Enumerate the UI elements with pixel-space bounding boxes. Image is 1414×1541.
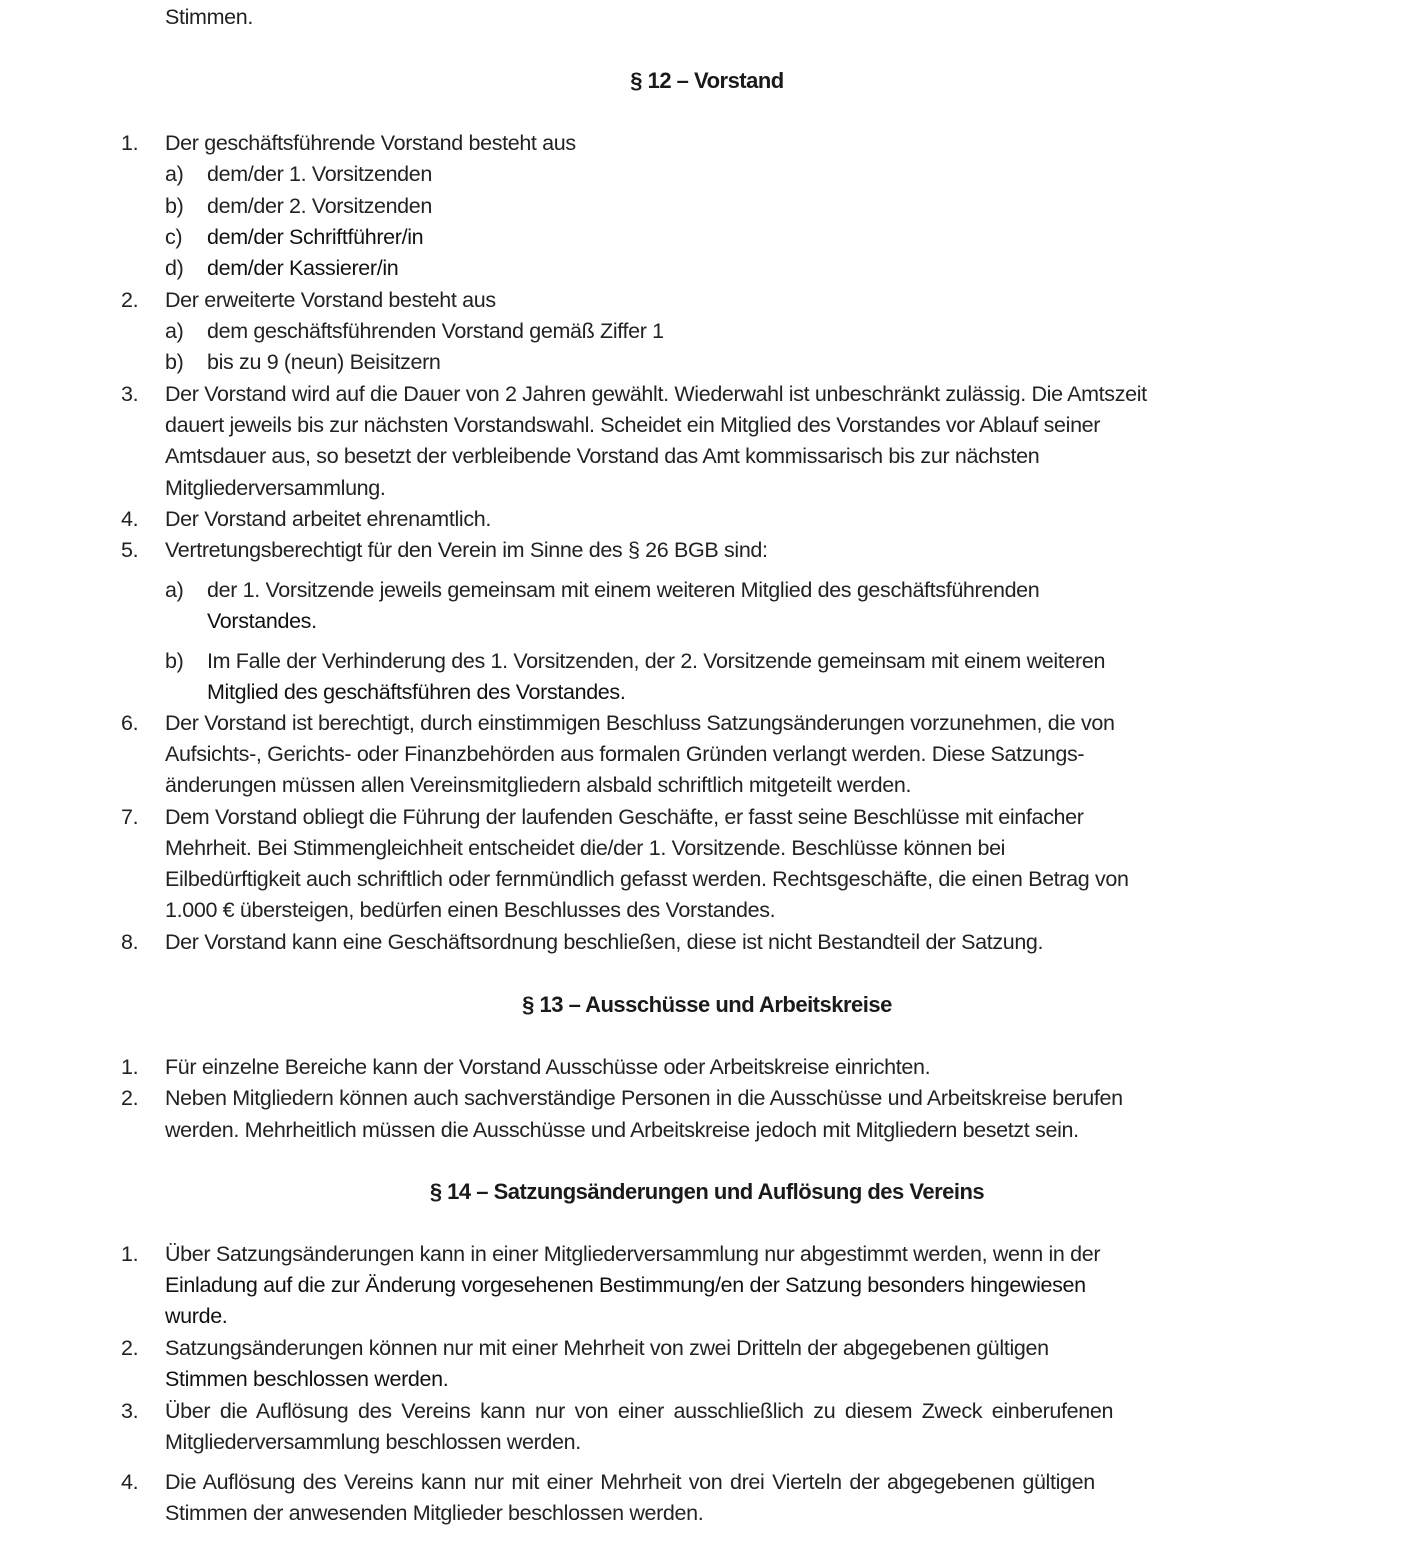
item-text-line: wurde. [165, 1304, 228, 1328]
item-number: 6. [121, 711, 139, 735]
sub-label: a) [165, 319, 184, 343]
item-number: 5. [121, 538, 139, 562]
sub-text: dem/der 2. Vorsitzenden [207, 194, 433, 218]
item-number: 2. [121, 288, 139, 312]
item-number: 3. [121, 1399, 139, 1423]
sub-text: dem/der Kassierer/in [207, 256, 399, 280]
sub-label: d) [165, 256, 184, 280]
sub-label: a) [165, 578, 184, 602]
item-text-line: Eilbedürftigkeit auch schriftlich oder fernmündlich gefasst werden. Rechtsgeschäfte, die einen Betrag von [165, 867, 1129, 891]
item-number: 4. [121, 1470, 139, 1494]
item-number: 2. [121, 1086, 139, 1110]
sub-text-line: der 1. Vorsitzende jeweils gemeinsam mit einem weiteren Mitglied des geschäftsführenden [207, 578, 1040, 602]
sub-label: c) [165, 225, 183, 249]
item-text-line: Über Satzungsänderungen kann in einer Mitgliederversammlung nur abgestimmt werden, wenn in der [165, 1242, 1101, 1266]
item-text-line: Stimmen der anwesenden Mitglieder beschlossen werden. [165, 1501, 704, 1525]
item-text-line: Stimmen beschlossen werden. [165, 1367, 449, 1391]
item-text-line: Satzungsänderungen können nur mit einer Mehrheit von zwei Dritteln der abgegebenen gültigen [165, 1336, 1049, 1360]
section-heading-12: § 12 – Vorstand [630, 68, 784, 93]
item-number: 1. [121, 131, 139, 155]
item-text-line: werden. Mehrheitlich müssen die Ausschüsse und Arbeitskreise jedoch mit Mitgliedern besetzt sein. [165, 1118, 1079, 1142]
item-text-line: Aufsichts-, Gerichts- oder Finanzbehörden aus formalen Gründen verlangt werden. Diese Satzungs- [165, 742, 1085, 766]
item-number: 4. [121, 507, 139, 531]
sub-label: b) [165, 194, 184, 218]
item-text-line: Einladung auf die zur Änderung vorgesehenen Bestimmung/en der Satzung besonders hingewiesen [165, 1273, 1086, 1297]
item-number: 1. [121, 1055, 139, 1079]
item-text-line: Der Vorstand arbeitet ehrenamtlich. [165, 507, 491, 531]
item-number: 8. [121, 930, 139, 954]
item-text-line: Die Auflösung des Vereins kann nur mit einer Mehrheit von drei Vierteln der abgegebenen gültigen [165, 1470, 1095, 1494]
item-text-line: Mehrheit. Bei Stimmengleichheit entscheidet die/der 1. Vorsitzende. Beschlüsse können bei [165, 836, 1006, 860]
item-text-line: Der Vorstand ist berechtigt, durch einstimmigen Beschluss Satzungsänderungen vorzunehmen, die von [165, 711, 1115, 735]
carryover-text: Stimmen. [165, 5, 253, 29]
sub-text: dem/der Schriftführer/in [207, 225, 424, 249]
item-text-line: Amtsdauer aus, so besetzt der verbleibende Vorstand das Amt kommissarisch bis zur nächsten [165, 444, 1040, 468]
sub-label: b) [165, 649, 184, 673]
sub-text-line: Mitglied des geschäftsführen des Vorstandes. [207, 680, 626, 704]
item-text: Der erweiterte Vorstand besteht aus [165, 288, 496, 312]
item-number: 7. [121, 805, 139, 829]
item-text-line: Mitgliederversammlung beschlossen werden. [165, 1430, 581, 1454]
section-heading-13: § 13 – Ausschüsse und Arbeitskreise [522, 992, 892, 1017]
item-number: 3. [121, 382, 139, 406]
item-text-line: Mitgliederversammlung. [165, 476, 386, 500]
item-text-line: Über die Auflösung des Vereins kann nur von einer ausschließlich zu diesem Zweck einberufenen [165, 1399, 1114, 1423]
item-text-line: Der Vorstand kann eine Geschäftsordnung beschließen, diese ist nicht Bestandteil der Satzung. [165, 930, 1044, 954]
item-number: 1. [121, 1242, 139, 1266]
item-text: Vertretungsberechtigt für den Verein im Sinne des § 26 BGB sind: [165, 538, 768, 562]
item-text-line: Dem Vorstand obliegt die Führung der laufenden Geschäfte, er fasst seine Beschlüsse mit einfacher [165, 805, 1084, 829]
item-text-line: dauert jeweils bis zur nächsten Vorstandswahl. Scheidet ein Mitglied des Vorstandes vor Ablauf seiner [165, 413, 1101, 437]
sub-label: a) [165, 162, 184, 186]
item-text: Der geschäftsführende Vorstand besteht aus [165, 131, 576, 155]
item-number: 2. [121, 1336, 139, 1360]
item-text-line: änderungen müssen allen Vereinsmitgliedern alsbald schriftlich mitgeteilt werden. [165, 773, 912, 797]
sub-text-line: Im Falle der Verhinderung des 1. Vorsitzenden, der 2. Vorsitzende gemeinsam mit einem weiteren [207, 649, 1106, 673]
sub-text-line: Vorstandes. [207, 609, 317, 633]
section-heading-14: § 14 – Satzungsänderungen und Auflösung des Vereins [429, 1179, 985, 1204]
sub-label: b) [165, 350, 184, 374]
sub-text: dem/der 1. Vorsitzenden [207, 162, 433, 186]
item-text-line: Der Vorstand wird auf die Dauer von 2 Jahren gewählt. Wiederwahl ist unbeschränkt zulässig. Die Amtszeit [165, 382, 1147, 406]
sub-text: dem geschäftsführenden Vorstand gemäß Ziffer 1 [207, 319, 664, 343]
item-text-line: 1.000 € übersteigen, bedürfen einen Beschlusses des Vorstandes. [165, 898, 776, 922]
item-text-line: Für einzelne Bereiche kann der Vorstand Ausschüsse oder Arbeitskreise einrichten. [165, 1055, 931, 1079]
item-text-line: Neben Mitgliedern können auch sachverständige Personen in die Ausschüsse und Arbeitskreise berufen [165, 1086, 1123, 1110]
sub-text: bis zu 9 (neun) Beisitzern [207, 350, 441, 374]
